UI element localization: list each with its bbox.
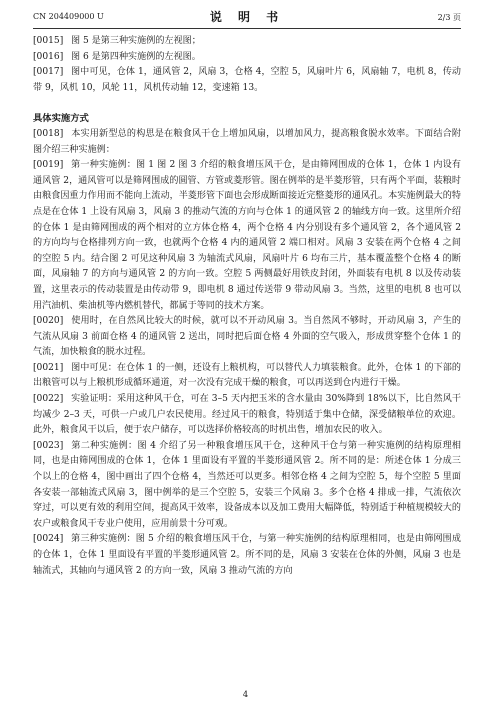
- paragraph: [33, 50, 461, 66]
- paragraph-text: 图 6 是第四种实施例的左视图。: [71, 51, 201, 62]
- paragraph-text: 第三种实施例：图 5 介绍的粮食增压风干仓，与第一种实施例的结构原理相同，也是由筛网围成的仓体 1，仓体 1 里面设有平置的半菱形通风管 2。所不同的是，风扇 3 安装在仓体的外侧，风扇 3 也是轴流式，其轴向与通风管 2 的方向一致，风扇 3 推动气流的方向: [33, 534, 461, 576]
- paragraph: [33, 127, 461, 158]
- paragraph-text: 图中可见，仓体 1，通风管 2，风扇 3，仓格 4，空腔 5，风扇叶片 6，风扇轴 7，电机 8，传动带 9，风机 10，风轮 11，风机传动轴 12，变速箱 13。: [33, 67, 461, 93]
- header-divider: [33, 28, 461, 29]
- page-indicator: 2/3 页: [437, 13, 461, 22]
- paragraph-text: 本实用新型总的构思是在粮食风干仓上增加风扇，以增加风力，提高粮食脱水效率。下面结合附图介绍三种实施例：: [33, 128, 461, 155]
- paragraph-number: [0016]: [33, 51, 64, 62]
- paragraph-text: 使用时，在自然风比较大的时候，就可以不开动风扇 3。当自然风不够时，开动风扇 3，产生的气流从风扇 3 前面仓格 4 的通风管 2 送出，同时把后面仓格 4 外面的空气吸入，形成贯穿整个仓体 1 的气流，加快粮食的脱水过程。: [33, 316, 461, 358]
- paragraph-number: [0024]: [33, 534, 64, 545]
- paragraph-number: [0018]: [33, 128, 64, 139]
- paragraph-text: 第二种实施例：图 4 介绍了另一种粮食增压风干仓，这种风干仓与第一种实施例的结构原理相同，也是由筛网围成的仓体 1，仓体 1 里面设有平置的半菱形通风管 2。所不同的是：所述仓体 1 分成三个以上的仓格 4，图中画出了四个仓格 4，当然还可以更多。相邻仓格 4 之间为空腔 5，每个空腔 5 里面各安装一部轴流式风扇 3，图中例举的是三个空腔 5，安装三个风扇 3。多个仓格 4 排成一排，气流依次穿过，可以更有效的利用空间，提高风干效率，设备成本以及加工费用大幅降低，特别适于种植规模较大的农户或粮食风干专业户使用，应用前景十分可观。: [33, 440, 461, 529]
- document-body: [33, 34, 461, 579]
- paragraph-number: [0020]: [33, 316, 64, 327]
- paragraph: [33, 158, 461, 314]
- paragraph-text: 第一种实施例：图 1 图 2 图 3 介绍的粮食增压风干仓，是由筛网围成的仓体 1，仓体 1 内设有通风管 2，通风管可以是筛网围成的圆管、方管或菱形管。图在例举的是半菱形管，只有两个平面，装粮时由粮食因重力作用而不能向上流动，半菱形管下面也会形成断面接近完整菱形的通风孔。本实施例最大的特点是在仓体 1 上设有风扇 3，风扇 3 的推动气流的方向与仓体 1 的通风管 2 的轴线方向一致。这里所介绍的仓体 1 是由筛网围成的两个相对的立方体仓格 4，两个仓格 4 内分别设有多个通风管 2，各个通风管 2 的方向均与仓格排列方向一致，也就两个仓格 4 内的通风管 2 端口相对。风扇 3 安装在两个仓格 4 之间的空腔 5 内。结合图 2 可见这种风扇 3 为轴流式风扇，风扇叶片 6 均布三片，基本覆盖整个仓格 4 的断面，风扇轴 7 的方向与通风管 2 的方向一致。空腔 5 两侧最好用铁皮封闭，外面装有电机 8 以及传动装置，这里表示的传动装置是由传动带 9，即电机 8 通过传送带 9 带动风扇 3。当然，这里的电机 8 也可以用汽油机、柴油机等内燃机替代，都属于等同的技术方案。: [33, 160, 461, 311]
- document-title: 说 明 书: [209, 10, 285, 24]
- paragraph-number: [0021]: [33, 362, 64, 373]
- paragraph: [33, 392, 461, 439]
- paragraph-number: [0019]: [33, 160, 64, 171]
- paragraph: [33, 34, 461, 50]
- section-title: 具体实施方式: [33, 113, 89, 125]
- paragraph-group-before: [33, 34, 461, 96]
- paragraph-group-after: [33, 127, 461, 579]
- paragraph-number: [0017]: [33, 67, 64, 78]
- paragraph: [33, 361, 461, 392]
- paragraph-number: [0023]: [33, 440, 64, 451]
- paragraph: [33, 65, 461, 96]
- paragraph-number: [0015]: [33, 36, 64, 46]
- paragraph: [33, 439, 461, 533]
- paragraph-text: 图中可见：在仓体 1 的一侧，还设有上粮机构，可以替代人力填装粮食。此外，仓体 1 的下部的出粮管可以与上粮机形成循环通道，对一次没有完成干燥的粮食，可以再送到仓内进行干燥。: [33, 362, 461, 389]
- paragraph: [33, 314, 461, 361]
- page-header: [33, 8, 461, 26]
- publication-number: CN 204409000 U: [33, 12, 104, 21]
- page-number: 4: [242, 690, 249, 700]
- paragraph: [33, 532, 461, 579]
- paragraph-text: 实验证明：采用这种风干仓，可在 3–5 天内把玉米的含水量由 30%降到 18%以下，比自然风干均减少 2–3 天，可供一户或几户农民使用。经过风干的粮食，特别适于集中仓储，深受储粮单位的欢迎。此外，粮食风干以后，便于农户储存，可以选择价格较高的时机出售，增加农民的收入。: [33, 394, 461, 436]
- paragraph-text: 图 5 是第三种实施例的左视图；: [71, 36, 201, 46]
- paragraph-number: [0022]: [33, 394, 64, 405]
